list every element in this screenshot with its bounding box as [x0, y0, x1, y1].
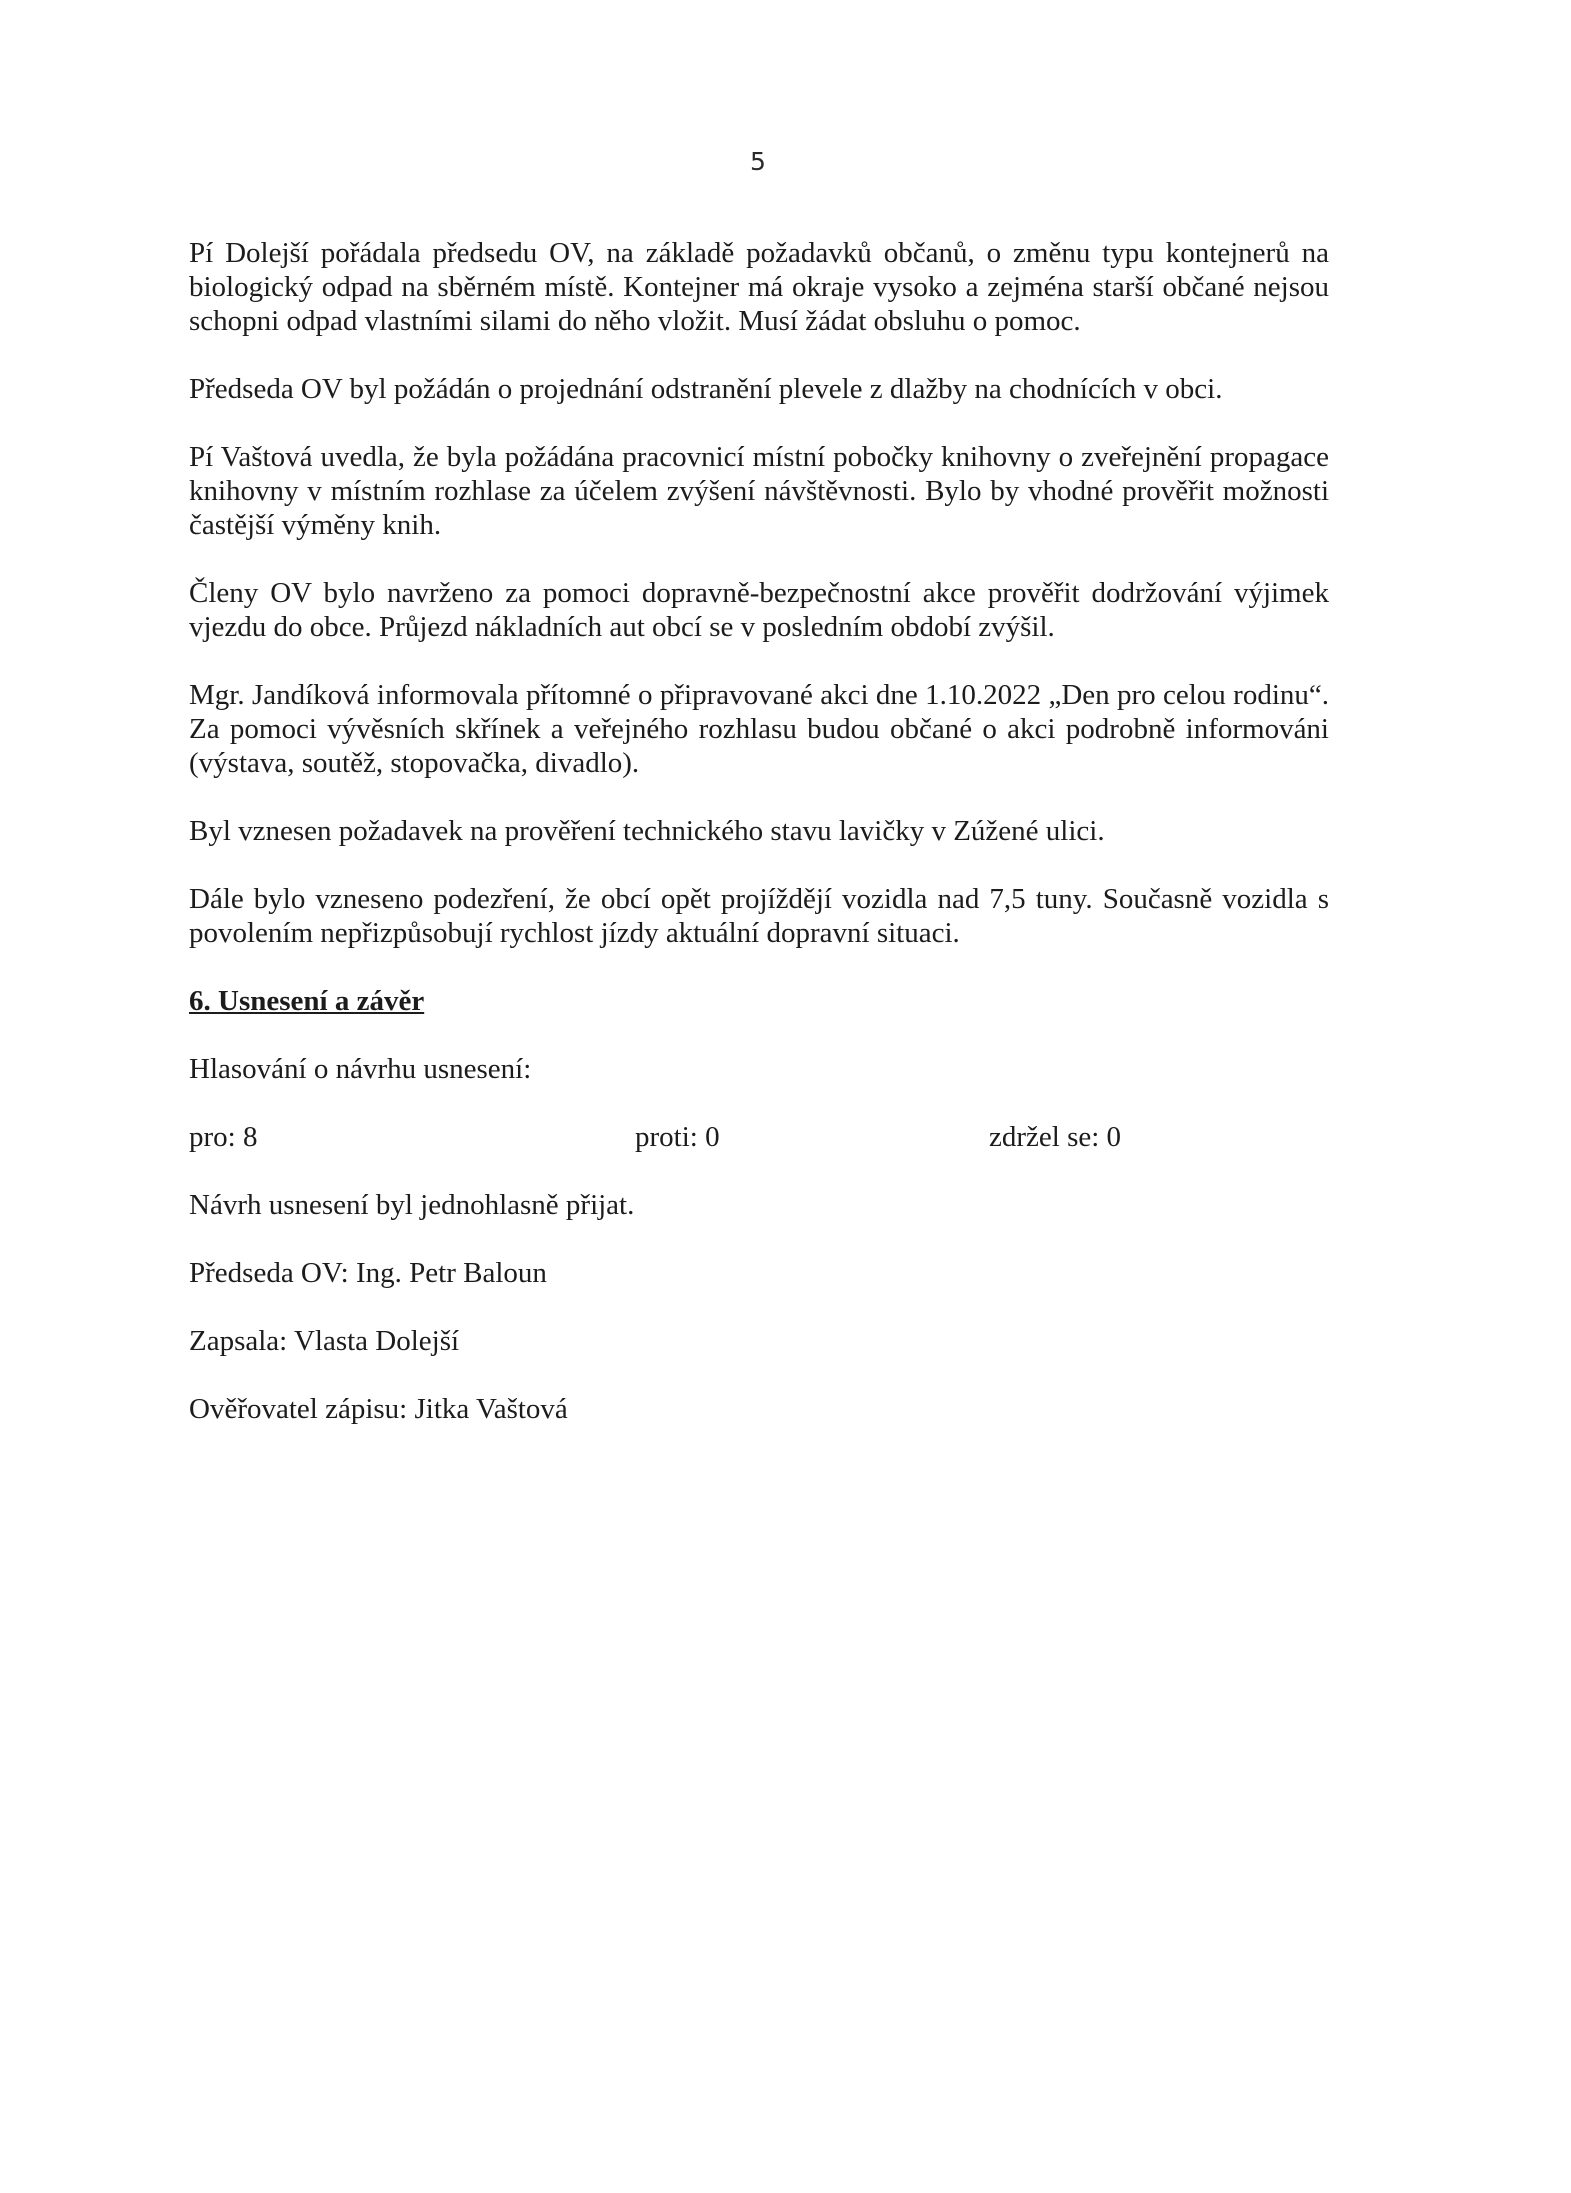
paragraph-weeds: Předseda OV byl požádán o projednání odstranění plevele z dlažby na chodnících v obci. — [189, 373, 1223, 405]
paragraph-traffic-check: Členy OV bylo navrženo za pomoci dopravně-bezpečnostní akce prověřit dodržování výjimek vjezdu do obce. Průjezd nákladních aut obcí se v posledním období zvýšil. — [189, 577, 1329, 643]
paragraph-library: Pí Vaštová uvedla, že byla požádána pracovnicí místní pobočky knihovny o zveřejnění propagace knihovny v místním rozhlase za účelem zvýšení návštěvnosti. Bylo by vhodné prověřit možnosti častější výměny knih. — [189, 441, 1329, 541]
chairman: Předseda OV: Ing. Petr Baloun — [189, 1257, 547, 1289]
recorder: Zapsala: Vlasta Dolejší — [189, 1325, 460, 1357]
vote-result: Návrh usnesení byl jednohlasně přijat. — [189, 1189, 635, 1221]
vote-intro: Hlasování o návrhu usnesení: — [189, 1053, 532, 1085]
paragraph-bench: Byl vznesen požadavek na prověření technického stavu lavičky v Zúžené ulici. — [189, 815, 1105, 847]
paragraph-vehicles: Dále bylo vzneseno podezření, že obcí opět projíždějí vozidla nad 7,5 tuny. Současně vozidla s povolením nepřizpůsobují rychlost jízdy aktuální dopravní situaci. — [189, 883, 1329, 949]
page-number: 5 — [750, 147, 766, 176]
section-heading: 6. Usnesení a závěr — [189, 985, 425, 1017]
vote-pro: pro: 8 — [189, 1121, 258, 1153]
paragraph-containers: Pí Dolejší pořádala předsedu OV, na základě požadavků občanů, o změnu typu kontejnerů na biologický odpad na sběrném místě. Kontejner má okraje vysoko a zejména starší občané nejsou schopni odpad vlastními silami do něho vložit. Musí žádat obsluhu o pomoc. — [189, 237, 1329, 337]
vote-abstain: zdržel se: 0 — [989, 1121, 1122, 1153]
document-body — [189, 236, 1329, 1460]
vote-results — [189, 1120, 1329, 1154]
verifier: Ověřovatel zápisu: Jitka Vaštová — [189, 1393, 568, 1425]
paragraph-family-day: Mgr. Jandíková informovala přítomné o připravované akci dne 1.10.2022 „Den pro celou rodinu“. Za pomoci vývěsních skřínek a veřejného rozhlasu budou občané o akci podrobně informováni (výstava, soutěž, stopovačka, divadlo). — [189, 679, 1329, 779]
vote-proti: proti: 0 — [635, 1121, 720, 1153]
